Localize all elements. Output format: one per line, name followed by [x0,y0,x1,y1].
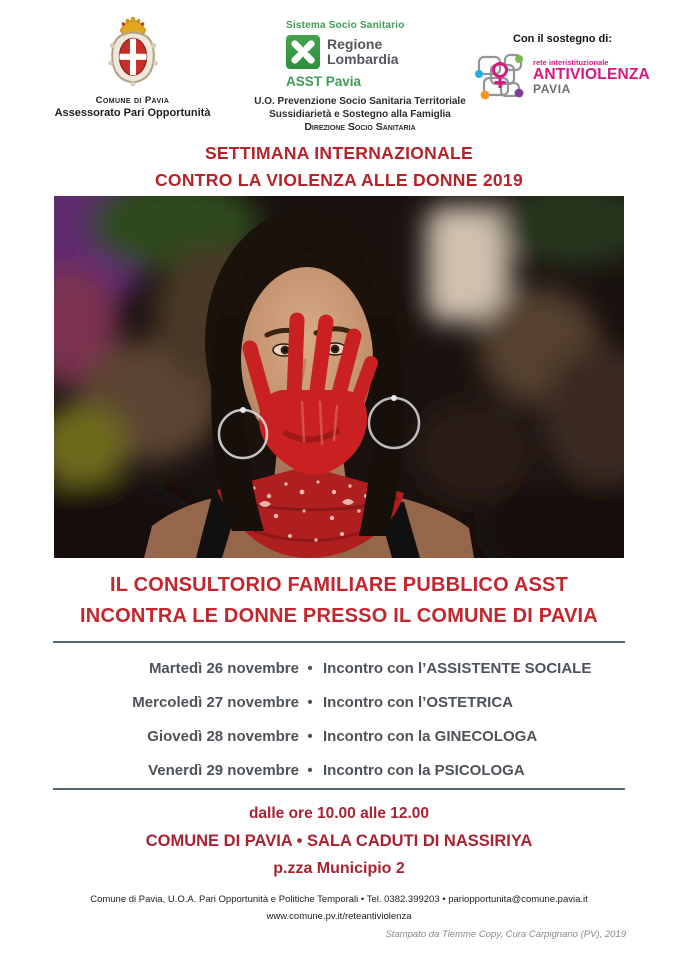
footer-website: www.comune.pv.it/reteantiviolenza [266,911,412,922]
title-line-2: CONTRO LA VIOLENZA ALLE DONNE 2019 [154,170,523,190]
schedule-event: Incontro con l’ASSISTENTE SOCIALE [323,659,592,677]
unit-line-1: U.O. Prevenzione Socio Sanitaria Territoriale [254,96,466,107]
event-headline [0,570,678,632]
unit-line-2: Sussidiarietà e Sostegno alla Famiglia [269,108,451,120]
sistema-socio-sanitario-label: Sistema Socio Sanitario [286,20,405,31]
schedule-day: Mercoledì 27 novembre [132,693,299,711]
rosa-camuna-icon [286,35,320,69]
comune-pavia-label: Comune di Pavia [95,95,170,106]
divider-bottom [53,788,625,790]
schedule-row [54,719,624,753]
poster-title [0,140,678,194]
bullet-icon: • [307,659,313,677]
print-credit: Stampato da Tiemme Copy, Cura Carpignano (PV), 2019 [385,929,626,940]
event-place: COMUNE DI PAVIA • SALA CADUTI DI NASSIRIYA [145,832,533,850]
regione-line: Regione [327,36,383,52]
schedule-row [54,685,624,719]
network-female-icon [475,49,529,105]
support-label: Con il sostegno di: [513,33,612,45]
event-time: dalle ore 10.00 alle 12.00 [248,805,430,822]
schedule-event: Incontro con l’OSTETRICA [323,693,513,711]
schedule-row [54,651,624,685]
headline-line-1: IL CONSULTORIO FAMILIARE PUBBLICO ASST [110,574,568,596]
schedule-day: Martedì 26 novembre [148,659,299,677]
regione-lombardia-label [327,37,399,67]
event-address: p.zza Municipio 2 [273,860,405,877]
pavia-label: PAVIA [533,82,571,96]
headline-line-2: INCONTRA LE DONNE PRESSO IL COMUNE DI PAVIA [80,605,598,627]
footer [0,891,678,925]
schedule-event: Incontro con la GINECOLOGA [323,727,538,745]
title-line-1: SETTIMANA INTERNAZIONALE [204,143,474,163]
event-details [0,800,678,882]
pavia-coat-of-arms-icon [101,12,165,92]
lombardia-line: Lombardia [327,51,399,67]
assessorato-label: Assessorato Pari Opportunità [54,107,211,119]
bullet-icon: • [307,727,313,745]
asst-pavia-label: ASST Pavia [286,74,362,89]
rete-interistituzionale-label: rete interistituzionale [533,58,609,67]
header-right-sponsor [460,33,665,105]
unit-description [238,96,482,134]
schedule-day: Venerdì 29 novembre [148,761,299,779]
protest-photo [54,196,624,558]
header-left-comune [50,12,215,119]
bullet-icon: • [307,761,313,779]
schedule-row [54,753,624,787]
unit-line-3: Direzione Socio Sanitaria [304,121,416,133]
schedule-event: Incontro con la PSICOLOGA [323,761,525,779]
divider-top [53,641,625,643]
antiviolenza-label: ANTIVIOLENZA [533,66,650,83]
schedule-day: Giovedì 28 novembre [147,727,299,745]
header-center-regione [238,20,482,134]
footer-contact: Comune di Pavia, U.O.A. Pari Opportunità e Politiche Temporali • Tel. 0382.399203 • pariopportunita@comune.pavia.it [90,894,588,905]
bullet-icon: • [307,693,313,711]
schedule-list [54,651,624,787]
